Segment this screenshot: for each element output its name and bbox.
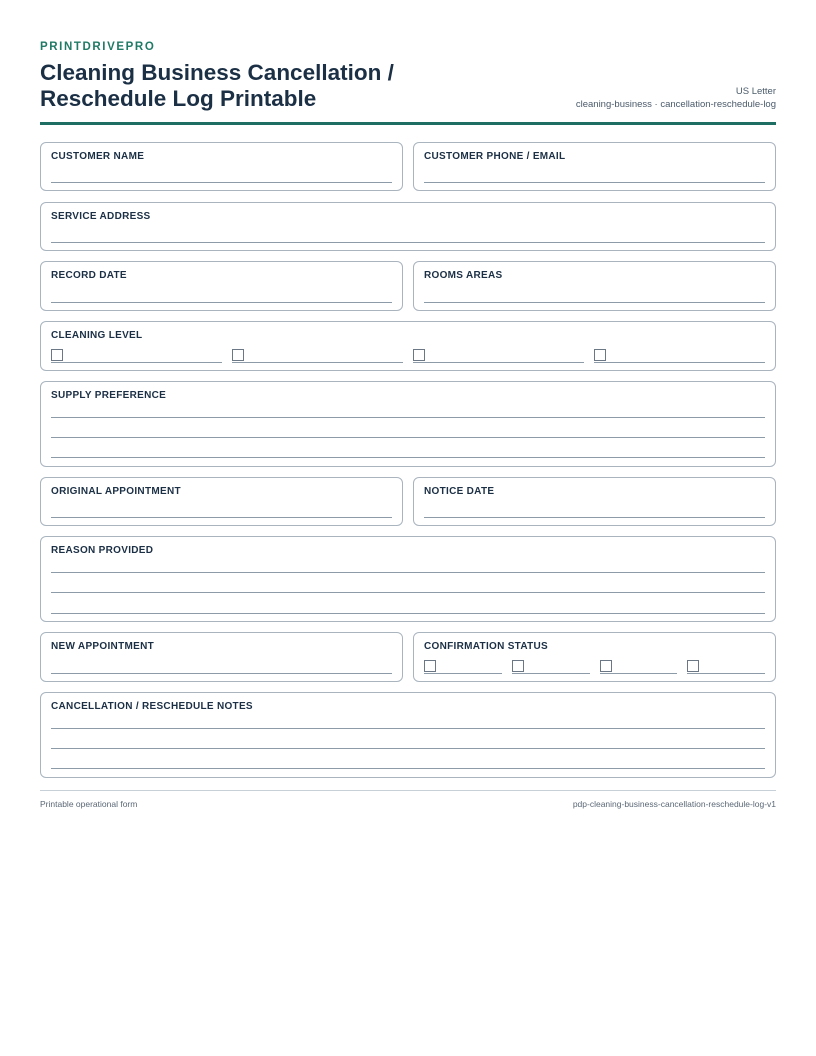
checkbox[interactable]: [424, 660, 436, 672]
form-id: pdp-cleaning-business-cancellation-reschedule-log-v1: [572, 799, 776, 809]
record-date-line[interactable]: [51, 302, 392, 303]
supply-preference-field[interactable]: [40, 381, 776, 467]
checkbox[interactable]: [600, 660, 612, 672]
original-appointment-line[interactable]: [51, 517, 392, 518]
reason-provided-label: REASON PROVIDED: [51, 545, 154, 556]
customer-name-label: CUSTOMER NAME: [51, 151, 145, 162]
customer-name-field[interactable]: [40, 142, 403, 191]
footer-note: Printable operational form: [40, 799, 138, 809]
rooms-areas-line[interactable]: [424, 302, 765, 303]
cleaning-level-options: [51, 349, 765, 363]
cleaning-level-option[interactable]: [232, 349, 403, 363]
new-appointment-label: NEW APPOINTMENT: [51, 641, 155, 652]
service-address-label: SERVICE ADDRESS: [51, 211, 151, 222]
checkbox[interactable]: [51, 349, 63, 361]
option-line[interactable]: [232, 362, 403, 363]
checkbox[interactable]: [232, 349, 244, 361]
service-address-line[interactable]: [51, 242, 765, 243]
cleaning-level-label: CLEANING LEVEL: [51, 330, 143, 341]
confirmation-status-options: [424, 660, 765, 674]
customer-contact-label: CUSTOMER PHONE / EMAIL: [424, 151, 566, 162]
confirmation-status-option[interactable]: [600, 660, 678, 674]
cleaning-level-option[interactable]: [51, 349, 222, 363]
supply-preference-label: SUPPLY PREFERENCE: [51, 390, 167, 401]
notice-date-field[interactable]: [413, 477, 776, 526]
confirmation-status-field: [413, 632, 776, 682]
notice-date-line[interactable]: [424, 517, 765, 518]
option-line[interactable]: [512, 673, 590, 674]
notes-field[interactable]: [40, 692, 776, 778]
original-appointment-field[interactable]: [40, 477, 403, 526]
option-line[interactable]: [687, 673, 765, 674]
record-date-label: RECORD DATE: [51, 270, 127, 281]
customer-contact-field[interactable]: [413, 142, 776, 191]
reason-provided-line[interactable]: [51, 592, 765, 593]
reason-provided-field[interactable]: [40, 536, 776, 622]
original-appointment-label: ORIGINAL APPOINTMENT: [51, 486, 181, 497]
new-appointment-line[interactable]: [51, 673, 392, 674]
notes-line[interactable]: [51, 768, 765, 769]
notes-label: CANCELLATION / RESCHEDULE NOTES: [51, 701, 253, 712]
new-appointment-field[interactable]: [40, 632, 403, 682]
cleaning-level-option[interactable]: [594, 349, 765, 363]
paper-size-label: US Letter: [735, 86, 776, 97]
customer-contact-line[interactable]: [424, 182, 765, 183]
confirmation-status-label: CONFIRMATION STATUS: [424, 641, 549, 652]
cleaning-level-field: [40, 321, 776, 371]
reason-provided-line[interactable]: [51, 613, 765, 614]
service-address-field[interactable]: [40, 202, 776, 251]
page-title: Cleaning Business Cancellation / Reschedule Log Printable: [40, 60, 394, 111]
customer-name-line[interactable]: [51, 182, 392, 183]
rooms-areas-label: ROOMS AREAS: [424, 270, 503, 281]
notes-line[interactable]: [51, 748, 765, 749]
option-line[interactable]: [413, 362, 584, 363]
option-line[interactable]: [600, 673, 678, 674]
confirmation-status-option[interactable]: [687, 660, 765, 674]
brand-logo-text: PRINTDRIVEPRO: [40, 41, 156, 53]
form-meta: [576, 85, 776, 111]
notes-line[interactable]: [51, 728, 765, 729]
option-line[interactable]: [51, 362, 222, 363]
form-slug: cleaning-business · cancellation-reschedule-log: [575, 99, 776, 110]
checkbox[interactable]: [512, 660, 524, 672]
confirmation-status-option[interactable]: [424, 660, 502, 674]
checkbox[interactable]: [594, 349, 606, 361]
record-date-field[interactable]: [40, 261, 403, 311]
option-line[interactable]: [594, 362, 765, 363]
reason-provided-line[interactable]: [51, 572, 765, 573]
confirmation-status-option[interactable]: [512, 660, 590, 674]
checkbox[interactable]: [687, 660, 699, 672]
cleaning-level-option[interactable]: [413, 349, 584, 363]
checkbox[interactable]: [413, 349, 425, 361]
notice-date-label: NOTICE DATE: [424, 486, 495, 497]
option-line[interactable]: [424, 673, 502, 674]
supply-preference-line[interactable]: [51, 417, 765, 418]
footer-rule: [40, 790, 776, 791]
supply-preference-line[interactable]: [51, 457, 765, 458]
header-rule: [40, 122, 776, 125]
supply-preference-line[interactable]: [51, 437, 765, 438]
rooms-areas-field[interactable]: [413, 261, 776, 311]
